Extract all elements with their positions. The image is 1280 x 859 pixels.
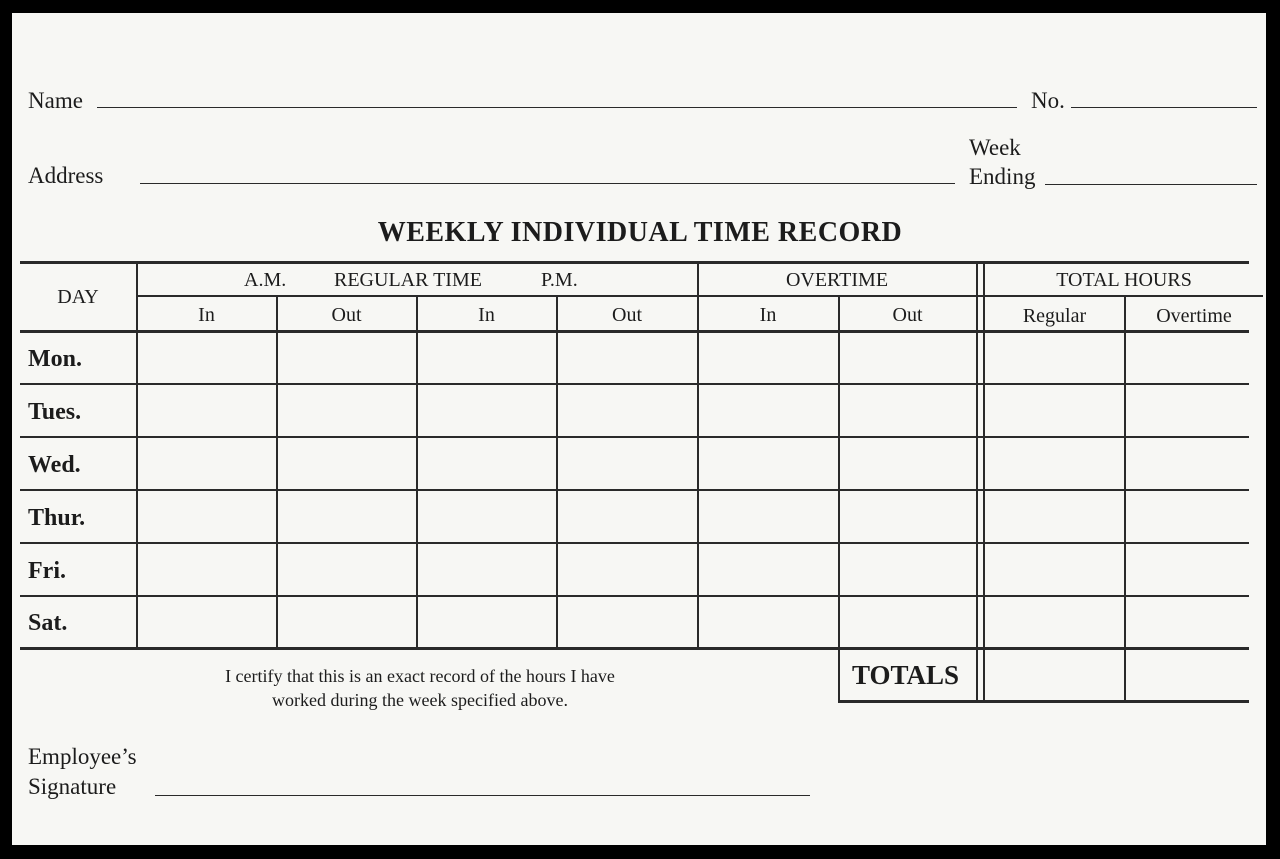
column-divider xyxy=(556,296,558,648)
time-record-card xyxy=(12,13,1266,845)
row-divider xyxy=(20,595,1249,597)
regular-pm-in-header: In xyxy=(478,304,495,326)
row-divider xyxy=(20,383,1249,385)
row-divider xyxy=(20,542,1249,544)
totals-label: TOTALS xyxy=(852,660,960,690)
form-title: WEEKLY INDIVIDUAL TIME RECORD xyxy=(377,217,903,248)
regular-am-in-header: In xyxy=(198,304,215,326)
column-divider-double-a xyxy=(976,262,978,702)
certification-line-2: worked during the week specified above. xyxy=(272,690,568,710)
signature-line[interactable] xyxy=(155,795,810,796)
pm-label: P.M. xyxy=(541,269,578,291)
header-divider xyxy=(137,295,1263,297)
certification-line-1: I certify that this is an exact record of the hours I have xyxy=(225,666,615,686)
address-label: Address xyxy=(28,163,104,188)
regular-am-out-header: Out xyxy=(331,304,362,326)
column-divider xyxy=(838,296,840,702)
column-divider xyxy=(416,296,418,648)
day-label-tues: Tues. xyxy=(28,399,82,425)
am-label: A.M. xyxy=(244,269,287,291)
row-divider xyxy=(20,436,1249,438)
overtime-header: OVERTIME xyxy=(785,269,889,291)
regular-time-header: REGULAR TIME xyxy=(334,269,482,291)
number-label: No. xyxy=(1031,88,1065,113)
total-overtime-header: Overtime xyxy=(1156,305,1232,327)
number-line[interactable] xyxy=(1071,107,1257,108)
day-label-wed: Wed. xyxy=(28,452,81,478)
day-label-fri: Fri. xyxy=(28,558,66,584)
row-divider xyxy=(20,489,1249,491)
day-header: DAY xyxy=(57,286,99,308)
week-ending-line[interactable] xyxy=(1045,184,1257,185)
signature-label-line-1: Employee’s xyxy=(28,744,137,769)
header-bottom-border xyxy=(20,330,1249,333)
day-label-sat: Sat. xyxy=(28,610,68,636)
day-label-thur: Thur. xyxy=(28,505,86,531)
totals-bottom-border xyxy=(838,700,1249,703)
column-divider-double-b xyxy=(983,262,985,702)
column-divider xyxy=(1124,296,1126,702)
signature-label-line-2: Signature xyxy=(28,774,117,799)
overtime-out-header: Out xyxy=(892,304,923,326)
ending-label: Ending xyxy=(969,164,1036,189)
certification-text xyxy=(150,664,690,712)
week-label: Week xyxy=(969,135,1021,160)
overtime-in-header: In xyxy=(759,304,777,326)
day-label-mon: Mon. xyxy=(28,346,82,372)
name-line[interactable] xyxy=(97,107,1017,108)
regular-pm-out-header: Out xyxy=(612,304,642,326)
table-top-border xyxy=(20,261,1249,264)
total-hours-header: TOTAL HOURS xyxy=(1056,269,1192,291)
column-divider xyxy=(276,296,278,648)
name-label: Name xyxy=(28,88,83,113)
address-line[interactable] xyxy=(140,183,955,184)
total-regular-header: Regular xyxy=(1022,305,1087,327)
table-bottom-border xyxy=(20,647,1249,650)
